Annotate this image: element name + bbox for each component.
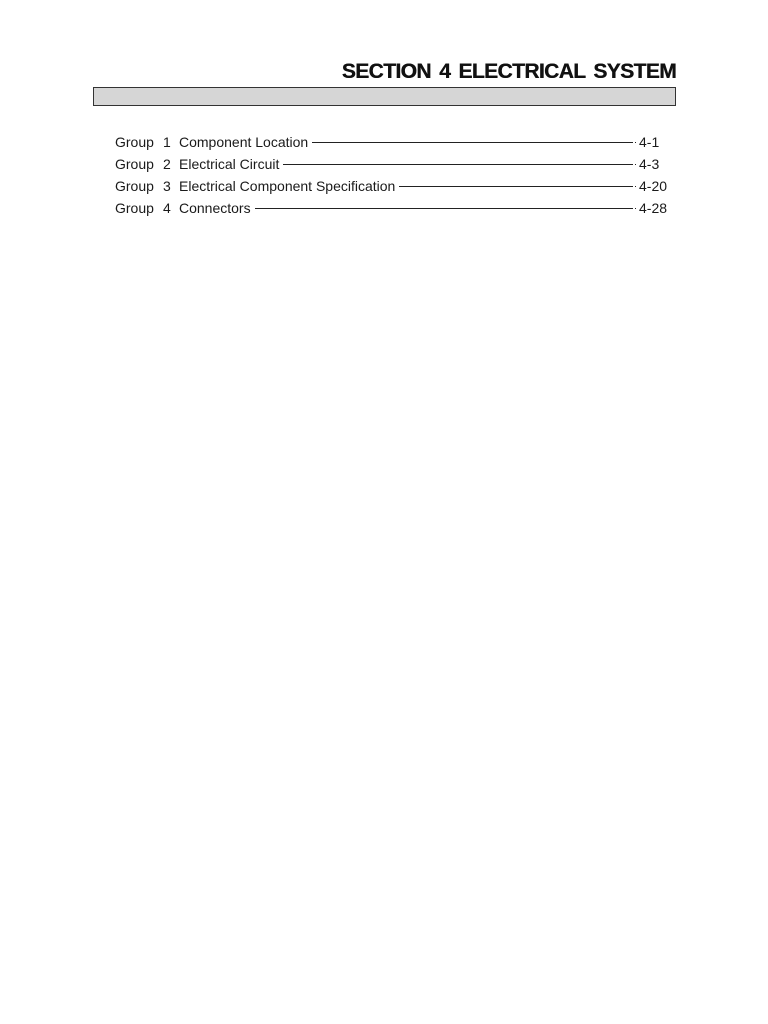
- toc-group-label: Group: [115, 200, 154, 216]
- toc-page-number: 4-28: [639, 200, 668, 216]
- toc-entry-electrical-component-specification[interactable]: [115, 175, 668, 197]
- toc-leader-line: [312, 142, 633, 143]
- toc-page-number: 4-1: [639, 134, 660, 150]
- toc-entry-title: Electrical Circuit: [179, 156, 280, 172]
- toc-entry-title: Electrical Component Specification: [179, 178, 396, 194]
- toc-group-number: 2: [163, 156, 171, 172]
- section-title: SECTION 4 ELECTRICAL SYSTEM: [341, 60, 676, 83]
- toc-group-number: 3: [163, 178, 171, 194]
- toc-group-label: Group: [115, 134, 154, 150]
- toc-page-number: 4-3: [639, 156, 660, 172]
- toc-leader-line: [255, 208, 633, 209]
- table-of-contents: [115, 131, 668, 219]
- toc-entry-electrical-circuit[interactable]: [115, 153, 661, 175]
- toc-group-label: Group: [115, 178, 154, 194]
- toc-group-number: 1: [163, 134, 171, 150]
- toc-entry-component-location[interactable]: [115, 131, 661, 153]
- toc-group-label: Group: [115, 156, 154, 172]
- title-bar: [93, 87, 676, 106]
- toc-leader-line: [283, 164, 633, 165]
- toc-page-number: 4-20: [639, 178, 668, 194]
- toc-entry-connectors[interactable]: [115, 197, 668, 219]
- toc-entry-title: Connectors: [179, 200, 251, 216]
- toc-group-number: 4: [163, 200, 171, 216]
- toc-entry-title: Component Location: [179, 134, 309, 150]
- toc-leader-line: [399, 186, 633, 187]
